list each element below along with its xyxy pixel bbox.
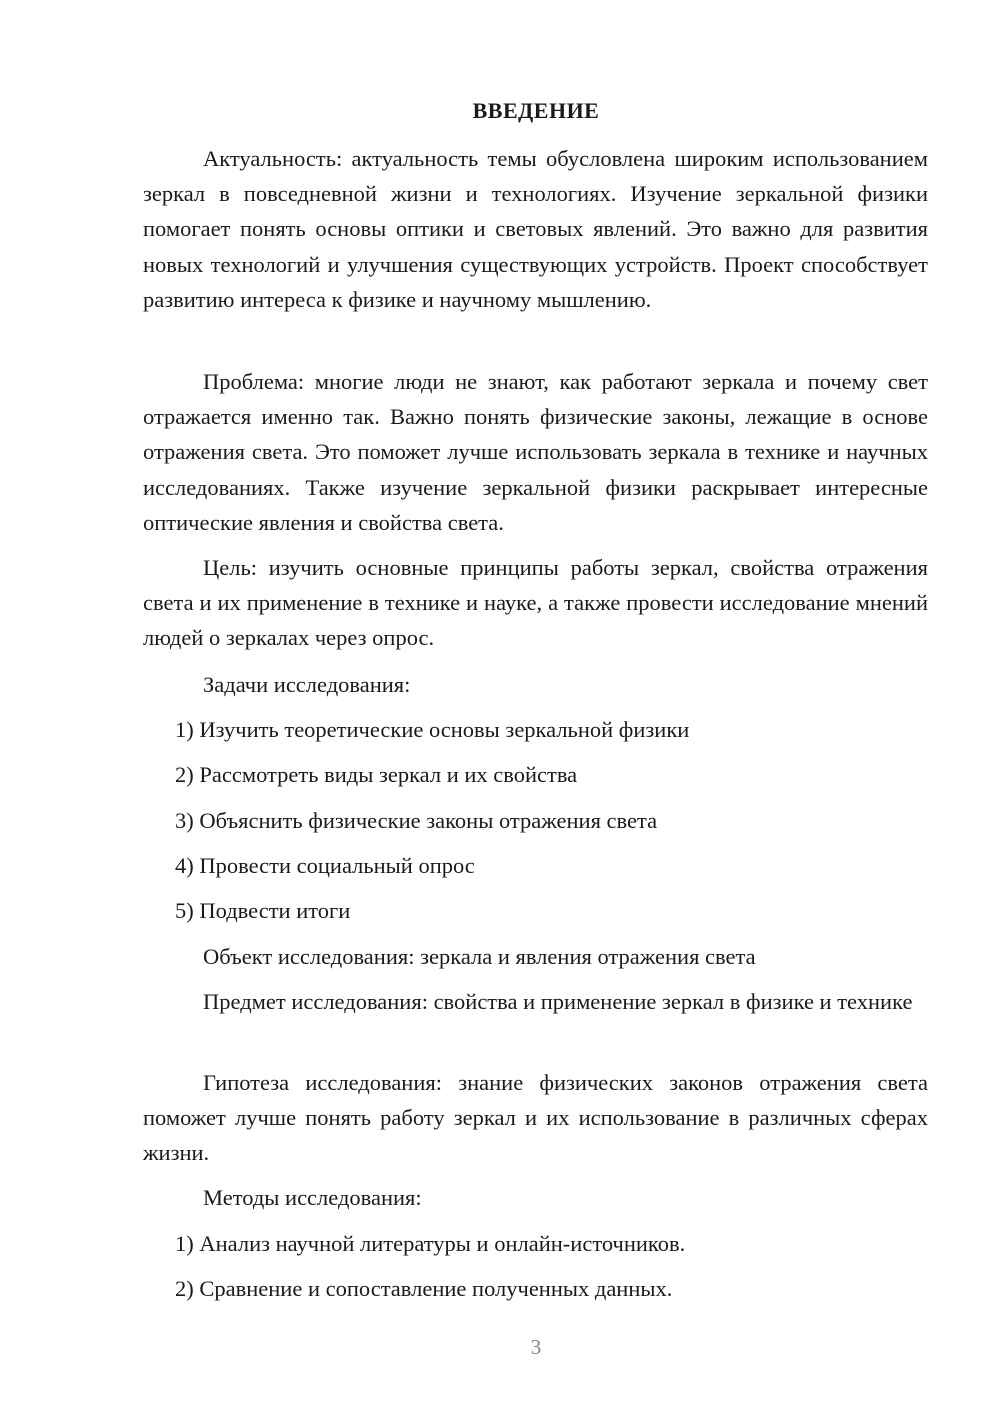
hypothesis-paragraph: Гипотеза исследования: знание физических законов отражения света поможет лучше понять работу зеркал и их использование в различных сферах жизни. [143,1070,928,1166]
task-item: 5) Подвести итоги [175,898,351,923]
task-item: 1) Изучить теоретические основы зеркальной физики [175,717,690,742]
methods-heading: Методы исследования: [203,1185,422,1210]
method-item: 1) Анализ научной литературы и онлайн-источников. [175,1231,686,1256]
relevance-paragraph: Актуальность: актуальность темы обусловлена широким использованием зеркал в повседневной жизни и технологиях. Изучение зеркальной физики помогает понять основы оптики и световых явлений. Это важно для развития новых технологий и улучшения существующих устройств. Проект способствует развитию интереса к физике и научному мышлению. [143,146,928,312]
task-item: 4) Провести социальный опрос [175,853,475,878]
problem-paragraph: Проблема: многие люди не знают, как работают зеркала и почему свет отражается именно так. Важно понять физические законы, лежащие в основе отражения света. Это поможет лучше использовать зеркала в технике и научных исследованиях. Также изучение зеркальной физики раскрывает интересные оптические явления и свойства света. [143,369,928,535]
subject-paragraph: Предмет исследования: свойства и применение зеркал в физике и технике [203,989,913,1014]
goal-paragraph: Цель: изучить основные принципы работы зеркал, свойства отражения света и их применение в технике и науке, а также провести исследование мнений людей о зеркалах через опрос. [143,555,928,651]
task-item: 3) Объяснить физические законы отражения света [175,808,658,833]
task-item: 2) Рассмотреть виды зеркал и их свойства [175,762,578,787]
method-item: 2) Сравнение и сопоставление полученных данных. [175,1276,673,1301]
tasks-heading: Задачи исследования: [203,672,411,697]
section-title: ВВЕДЕНИЕ [472,98,600,123]
page-number: 3 [530,1335,542,1359]
object-line: Объект исследования: зеркала и явления отражения света [203,944,756,969]
